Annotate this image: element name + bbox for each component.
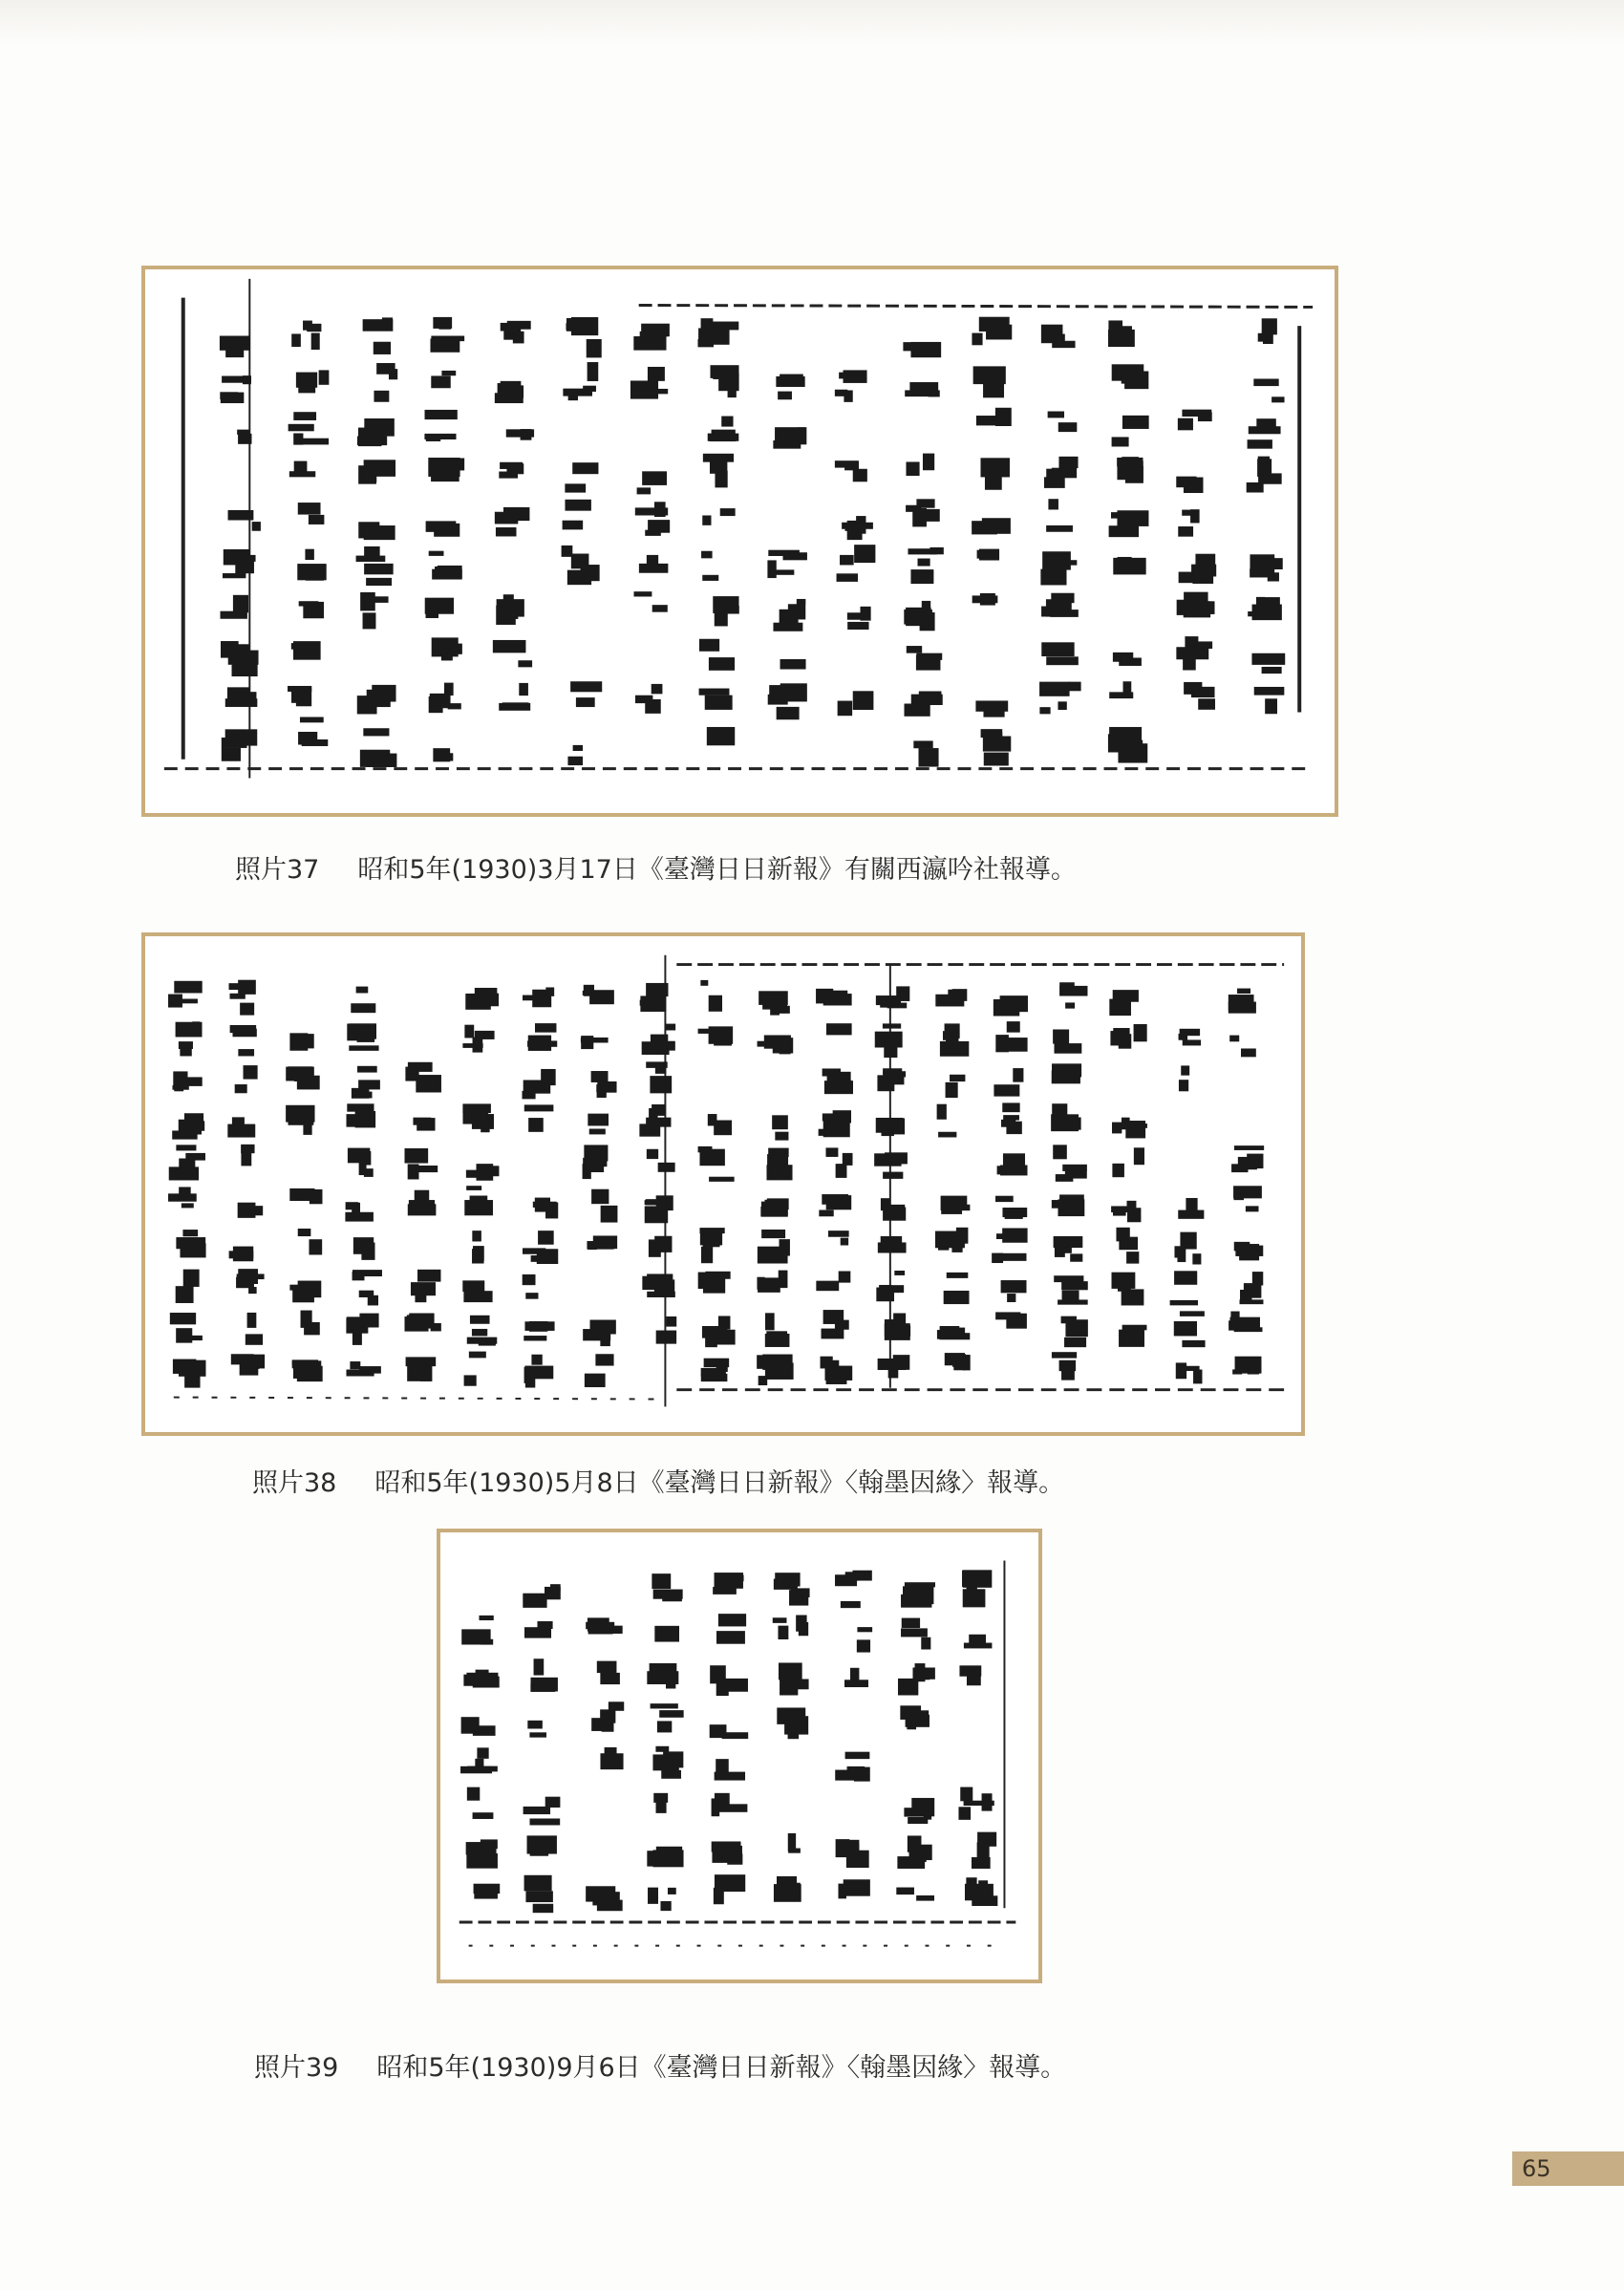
figure-number: 照片37 — [235, 855, 320, 885]
page-number: 65 — [1512, 2151, 1624, 2186]
clipping-image-37 — [145, 269, 1335, 813]
newspaper-clipping-37 — [141, 266, 1338, 817]
figure-caption-38 — [252, 1462, 1064, 1499]
figure-description: 昭和5年(1930)3月17日《臺灣日日新報》有關西瀛吟社報導。 — [357, 855, 1077, 885]
newspaper-clipping-38 — [141, 932, 1305, 1436]
figure-number: 照片39 — [254, 2053, 339, 2083]
clipping-image-38 — [145, 936, 1301, 1432]
figure-number: 照片38 — [252, 1468, 337, 1498]
figure-description: 昭和5年(1930)5月8日《臺灣日日新報》〈翰墨因緣〉報導。 — [374, 1468, 1065, 1498]
clipping-image-39 — [440, 1532, 1038, 1980]
figure-caption-37 — [235, 848, 1077, 886]
figure-description: 昭和5年(1930)9月6日《臺灣日日新報》〈翰墨因緣〉報導。 — [376, 2053, 1067, 2083]
newspaper-clipping-39 — [437, 1529, 1042, 1983]
page-top-edge — [0, 0, 1624, 46]
figure-caption-39 — [254, 2046, 1066, 2084]
